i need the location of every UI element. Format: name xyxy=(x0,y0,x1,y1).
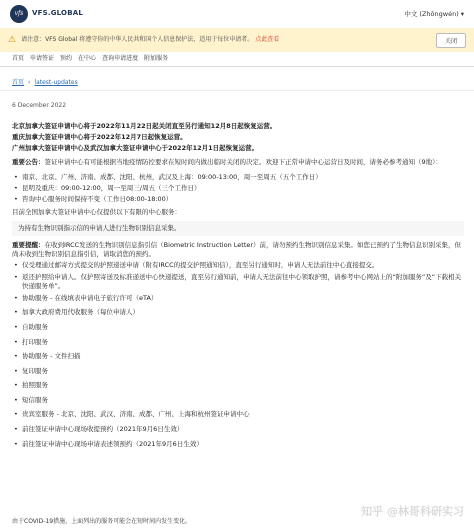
list-item: • 加拿大政府费用代收服务（每位申请人） xyxy=(12,308,464,323)
list-item: • 协助服务 - 在线填表申请电子旅行许可（eTA） xyxy=(12,294,464,309)
nav-item-booking[interactable]: 预约 xyxy=(60,55,73,62)
nav-item-apply-visa[interactable]: 申请签证 xyxy=(30,55,55,62)
list-item: • 协助服务 - 文件扫描 xyxy=(12,352,464,367)
vfs-logo-mark: vfs xyxy=(10,5,28,23)
nav-item-value-added-services[interactable]: 附加服务 xyxy=(144,55,169,62)
list-item: • 拍照服务 xyxy=(12,381,464,396)
headline-beijing: 北京加拿大签证申请中心将于2022年11月22日起关闭直至另行通知12月8日起恢复运营。 xyxy=(12,122,277,130)
list-item: • 前往签证申请中心现场申请表述领预约（2021年9月6日生效） xyxy=(12,440,464,455)
services-intro: 目前全国加拿大签证申请中心仅提供以下有限的中心服务： xyxy=(12,208,181,217)
opening-hours-list xyxy=(12,173,464,203)
breadcrumb xyxy=(12,79,78,87)
cookie-policy-link[interactable]: 点此查看 xyxy=(255,35,280,43)
list-item: • 昆明及重庆：09:00-12:00，周一至周三/周五（三个工作日） xyxy=(12,184,464,193)
reminder-text: 在收到IRCC发送的生物识别信息指引信（Biometric Instruction Letter）前，请勿预约生物识别信息采集。如您已预约了生物信息识别采集，但尚未收到生物识别信息指引信，请取消您的预约。 xyxy=(12,240,462,258)
services-list xyxy=(12,261,464,454)
language-selector[interactable] xyxy=(404,10,464,19)
biometric-reminder xyxy=(12,241,464,259)
list-item: • 复印服务 xyxy=(12,367,464,382)
headline-guangzhou-wuhan: 广州加拿大签证申请中心及武汉加拿大签证申请中心于2022年12月1日起恢复运营。 xyxy=(12,143,259,152)
breadcrumb-current-link[interactable]: latest-updates xyxy=(34,79,78,86)
language-label: 中文 (Zhōngwén) xyxy=(404,9,459,18)
list-item: • 南京、北京、广州、济南、成都、沈阳、杭州，武汉及上海：09:00-13:00，周一至周五（五个工作日） xyxy=(12,173,464,182)
headline-chongqing: 重庆加拿大签证申请中心将于2022年12月7日起恢复运营。 xyxy=(12,132,187,141)
top-header xyxy=(0,0,474,28)
list-item: • 短信服务 xyxy=(12,396,464,411)
biometric-service-box xyxy=(12,221,464,236)
reminder-label: 重要提醒： xyxy=(12,240,45,249)
cookie-banner-text: 请注意：VFS Global 将遵守你的中华人民共和国个人信息保护法，适用于每位申请者。 点此查看 xyxy=(21,35,280,43)
vfs-logo[interactable] xyxy=(10,5,83,23)
breadcrumb-home-link[interactable]: 首页 xyxy=(12,79,25,86)
list-item: • 自助服务 xyxy=(12,323,464,338)
list-item: • 打印服务 xyxy=(12,338,464,353)
main-nav xyxy=(12,55,168,63)
biometric-service-text: 为持有生物识别指示信的申请人进行生物识别信息采集。 xyxy=(18,224,181,233)
nav-item-at-centre[interactable]: 在中心 xyxy=(78,55,97,62)
list-item: • 贵宾室服务 - 北京、沈阳、武汉、济南、成都、广州、上海和杭州签证申请中心 xyxy=(12,410,464,425)
cookie-banner xyxy=(0,28,474,52)
important-notice xyxy=(12,158,464,167)
list-item: • 返还护照给申请人。仅护照寄送及标准递送中心快递提送，直至另行通知前，申请人无法前往中心领取护照，请参考中心网站上的“附加服务”及“下载相关快递服务单”。 xyxy=(12,273,464,291)
vfs-logo-text: VFS.GLOBAL xyxy=(32,9,84,18)
nav-item-track-application[interactable]: 查询申请进度 xyxy=(102,55,139,62)
breadcrumb-separator: › xyxy=(28,79,31,86)
notice-label: 重要公告： xyxy=(12,158,45,167)
nav-item-home[interactable]: 首页 xyxy=(12,55,25,62)
warning-icon: ⚠ xyxy=(8,34,17,45)
nav-divider xyxy=(0,66,474,67)
article-body xyxy=(12,122,464,454)
list-item: • 仅受理通过邮寄方式提交的护照递送申请（附有IRCC的提交护照通知信），直至另行通知时，申请人无法前往中心直接提交。 xyxy=(12,261,464,270)
breadcrumb-divider xyxy=(0,90,474,91)
list-item: • 前往签证申请中心现场收提预约（2021年9月6日生效） xyxy=(12,425,464,440)
list-item: • 咨询中心服务时间保持不变（工作日08:00-18:00） xyxy=(12,195,464,204)
notice-text: 签证申请中心有可能根据当地疫情防控要求在短时间内做出临时关闭的决定。欢迎下正常申请中心运营日及时间，请务必参考通知（9地）： xyxy=(44,158,442,167)
chevron-down-icon: ▾ xyxy=(460,9,464,18)
close-cookie-button[interactable]: 关闭 xyxy=(436,33,466,48)
zhihu-watermark: 知乎 @林哥科研实习 xyxy=(361,505,464,519)
post-date: 6 December 2022 xyxy=(12,102,67,109)
covid-footnote: 由于COVID-19措施，上面列出的服务可能会在短时间内发生变化。 xyxy=(12,517,192,525)
